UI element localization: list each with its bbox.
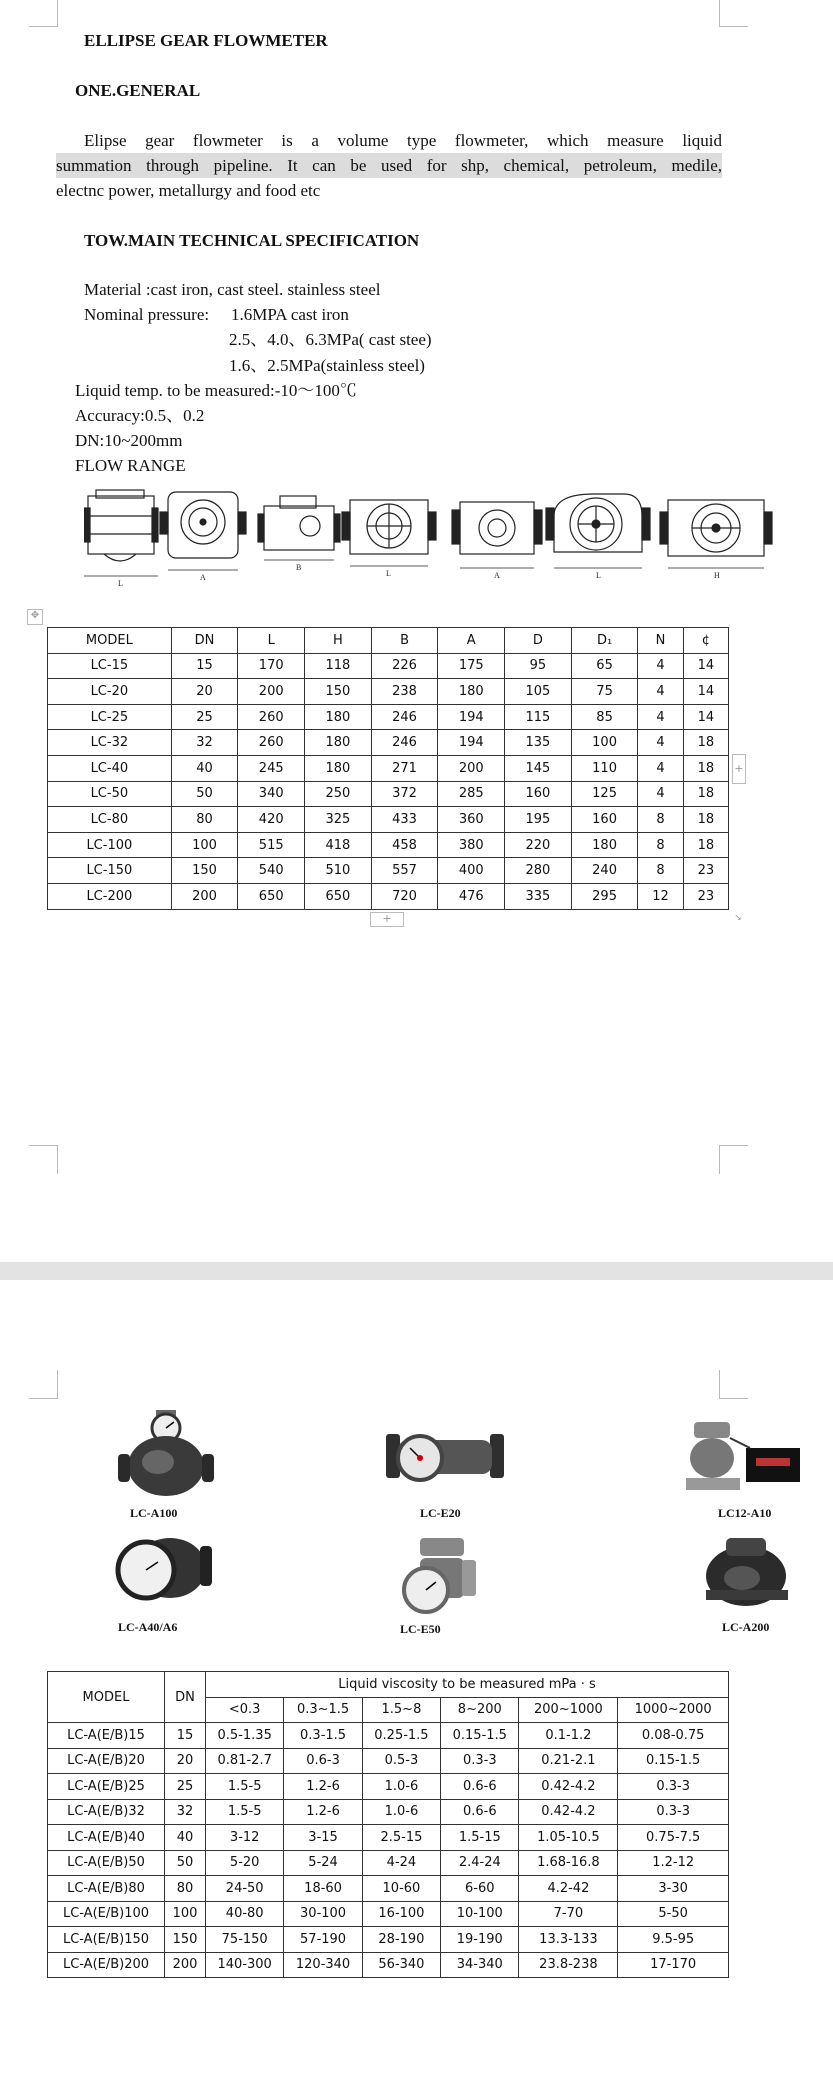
table-cell: 335 <box>505 883 572 909</box>
table-cell: 250 <box>305 781 372 807</box>
table-cell: 100 <box>171 832 238 858</box>
table-cell: 0.5-3 <box>362 1748 440 1774</box>
table-cell: 180 <box>571 832 638 858</box>
table-cell: 175 <box>438 653 505 679</box>
table-cell: 120-340 <box>284 1952 362 1978</box>
table-cell: 650 <box>238 883 305 909</box>
crop-mark <box>29 1370 58 1399</box>
table-cell: 150 <box>165 1927 206 1953</box>
table-cell: 32 <box>165 1799 206 1825</box>
table-cell: 30-100 <box>284 1901 362 1927</box>
add-column-button[interactable]: + <box>732 754 746 784</box>
table-cell: 200 <box>238 679 305 705</box>
spec-pressure-label: Nominal pressure: <box>84 305 210 324</box>
table-cell: 6-60 <box>441 1876 519 1902</box>
section-spec-heading: TOW.MAIN TECHNICAL SPECIFICATION <box>84 231 420 250</box>
table-cell: 0.15-1.5 <box>618 1748 729 1774</box>
table-cell: 4 <box>638 730 683 756</box>
table-cell: 0.6-6 <box>441 1799 519 1825</box>
table-cell: 75 <box>571 679 638 705</box>
viscosity-flow-table <box>47 1671 729 1978</box>
spec-pressure-1: 1.6MPA cast iron <box>231 305 349 324</box>
table-cell: 100 <box>571 730 638 756</box>
table-cell: LC-150 <box>48 858 172 884</box>
spec-dn: DN:10~200mm <box>75 431 183 450</box>
table-cell: LC-A(E/B)100 <box>48 1901 165 1927</box>
spec-material: Material :cast iron, cast steel. stainless steel <box>84 280 381 299</box>
dim-label-l: L <box>596 571 601 580</box>
header-dn: DN <box>165 1672 206 1723</box>
header-viscosity-range: 1.5~8 <box>362 1697 440 1723</box>
table-row <box>48 858 729 884</box>
table-cell: 8 <box>638 858 683 884</box>
table-cell: 65 <box>571 653 638 679</box>
table-cell: LC-A(E/B)20 <box>48 1748 165 1774</box>
table-header-row <box>48 628 729 654</box>
table-cell: 10-60 <box>362 1876 440 1902</box>
header-viscosity-range: <0.3 <box>206 1697 284 1723</box>
table-cell: 260 <box>238 704 305 730</box>
header-model: MODEL <box>48 1672 165 1723</box>
table-cell: 50 <box>165 1850 206 1876</box>
table-cell: 245 <box>238 755 305 781</box>
table-cell: 14 <box>683 653 728 679</box>
table-cell: 16-100 <box>362 1901 440 1927</box>
table-cell: 18 <box>683 832 728 858</box>
table-cell: 0.3-3 <box>441 1748 519 1774</box>
table-cell: 1.68-16.8 <box>519 1850 618 1876</box>
table-cell: 125 <box>571 781 638 807</box>
table-row <box>48 730 729 756</box>
table-cell: 200 <box>165 1952 206 1978</box>
table-cell: 0.3-3 <box>618 1799 729 1825</box>
table-cell: 372 <box>371 781 438 807</box>
dim-label-l: L <box>118 579 123 588</box>
table-cell: 0.6-6 <box>441 1774 519 1800</box>
table-cell: 1.2-6 <box>284 1799 362 1825</box>
table-cell: 238 <box>371 679 438 705</box>
crop-mark <box>719 0 748 27</box>
table-row <box>48 679 729 705</box>
table-cell: 57-190 <box>284 1927 362 1953</box>
table-cell: 12 <box>638 883 683 909</box>
table-row <box>48 653 729 679</box>
table-cell: 380 <box>438 832 505 858</box>
product-image-lc-a100 <box>118 1408 214 1502</box>
table-row <box>48 1952 729 1978</box>
table-cell: 2.4-24 <box>441 1850 519 1876</box>
table-cell: 194 <box>438 730 505 756</box>
table-cell: 0.3-3 <box>618 1774 729 1800</box>
table-cell: 40 <box>171 755 238 781</box>
table-cell: 56-340 <box>362 1952 440 1978</box>
table-cell: LC-32 <box>48 730 172 756</box>
spec-temperature: Liquid temp. to be measured:-10～100℃ <box>75 381 357 400</box>
table-cell: 18 <box>683 807 728 833</box>
table-cell: LC-A(E/B)200 <box>48 1952 165 1978</box>
product-label: LC-A200 <box>722 1620 770 1634</box>
table-cell: 720 <box>371 883 438 909</box>
table-cell: 1.2-12 <box>618 1850 729 1876</box>
table-cell: 80 <box>171 807 238 833</box>
table-cell: 0.3-1.5 <box>284 1723 362 1749</box>
drawing-side-view-3 <box>452 502 542 568</box>
table-cell: LC-A(E/B)32 <box>48 1799 165 1825</box>
table-cell: 0.42-4.2 <box>519 1799 618 1825</box>
table-cell: 325 <box>305 807 372 833</box>
table-row <box>48 1825 729 1851</box>
table-cell: 180 <box>438 679 505 705</box>
table-cell: 540 <box>238 858 305 884</box>
dim-label-h: H <box>714 571 720 580</box>
product-label: LC-E50 <box>400 1622 441 1636</box>
table-cell: LC-200 <box>48 883 172 909</box>
drawing-side-view-1 <box>84 490 158 576</box>
table-cell: 420 <box>238 807 305 833</box>
table-cell: 180 <box>305 755 372 781</box>
table-row <box>48 1799 729 1825</box>
table-cell: 0.08-0.75 <box>618 1723 729 1749</box>
table-cell: LC-100 <box>48 832 172 858</box>
table-cell: 15 <box>171 653 238 679</box>
product-image-lc12-a10 <box>686 1418 806 1500</box>
drawing-front-view-1 <box>160 492 246 570</box>
table-cell: 3-12 <box>206 1825 284 1851</box>
table-row <box>48 1723 729 1749</box>
header-viscosity-range: 1000~2000 <box>618 1697 729 1723</box>
table-cell: 23 <box>683 858 728 884</box>
header-viscosity-range: 0.3~1.5 <box>284 1697 362 1723</box>
table-cell: 0.25-1.5 <box>362 1723 440 1749</box>
table-cell: 180 <box>305 704 372 730</box>
product-label: LC12-A10 <box>718 1506 772 1520</box>
table-header-cell: N <box>638 628 683 654</box>
table-cell: 200 <box>171 883 238 909</box>
table-cell: 433 <box>371 807 438 833</box>
table-cell: LC-A(E/B)80 <box>48 1876 165 1902</box>
table-cell: LC-A(E/B)40 <box>48 1825 165 1851</box>
table-cell: 18 <box>683 781 728 807</box>
table-cell: 4-24 <box>362 1850 440 1876</box>
dim-label-l: L <box>386 569 391 578</box>
product-label: LC-E20 <box>420 1506 461 1520</box>
page-separator <box>0 1262 833 1280</box>
table-header-cell: ¢ <box>683 628 728 654</box>
dim-label-b: B <box>296 563 302 572</box>
table-row <box>48 1901 729 1927</box>
table-cell: 0.5-1.35 <box>206 1723 284 1749</box>
table-cell: 85 <box>571 704 638 730</box>
section-general-heading: ONE.GENERAL <box>75 81 201 100</box>
table-cell: 150 <box>171 858 238 884</box>
table-row <box>48 807 729 833</box>
table-cell: 150 <box>305 679 372 705</box>
paragraph-line-highlighted: summation through pipeline. It can be used for shp, chemical, petroleum, medile, <box>56 153 722 178</box>
table-cell: 5-50 <box>618 1901 729 1927</box>
table-cell: 418 <box>305 832 372 858</box>
product-label: LC-A100 <box>130 1506 178 1520</box>
drawing-side-view-2 <box>258 496 340 560</box>
table-cell: 226 <box>371 653 438 679</box>
header-viscosity-range: 200~1000 <box>519 1697 618 1723</box>
drawing-front-view-2 <box>342 500 436 566</box>
table-header-cell: MODEL <box>48 628 172 654</box>
table-cell: 15 <box>165 1723 206 1749</box>
table-cell: 515 <box>238 832 305 858</box>
table-cell: 458 <box>371 832 438 858</box>
table-cell: LC-15 <box>48 653 172 679</box>
table-move-handle[interactable]: ✥ <box>27 609 43 625</box>
table-cell: 20 <box>165 1748 206 1774</box>
header-viscosity-range: 8~200 <box>441 1697 519 1723</box>
table-cell: LC-A(E/B)50 <box>48 1850 165 1876</box>
table-header-cell: L <box>238 628 305 654</box>
table-cell: LC-20 <box>48 679 172 705</box>
table-row <box>48 781 729 807</box>
table-cell: 476 <box>438 883 505 909</box>
table-cell: 25 <box>171 704 238 730</box>
crop-mark <box>719 1370 748 1399</box>
table-cell: 32 <box>171 730 238 756</box>
table-cell: 135 <box>505 730 572 756</box>
table-cell: 18 <box>683 730 728 756</box>
table-cell: 1.5-5 <box>206 1774 284 1800</box>
table-cell: 145 <box>505 755 572 781</box>
table-cell: 40 <box>165 1825 206 1851</box>
table-row <box>48 755 729 781</box>
technical-drawings <box>84 486 780 592</box>
table-cell: LC-A(E/B)150 <box>48 1927 165 1953</box>
table-row <box>48 704 729 730</box>
add-row-button[interactable]: + <box>370 912 404 927</box>
table-cell: 115 <box>505 704 572 730</box>
table-cell: 28-190 <box>362 1927 440 1953</box>
table-header-cell: H <box>305 628 372 654</box>
spec-pressure-2: 2.5、4.0、6.3MPa( cast stee) <box>229 330 432 349</box>
table-header-cell: D₁ <box>571 628 638 654</box>
table-cell: 140-300 <box>206 1952 284 1978</box>
table-cell: LC-A(E/B)15 <box>48 1723 165 1749</box>
table-cell: 170 <box>238 653 305 679</box>
table-cell: 105 <box>505 679 572 705</box>
table-cell: 7-70 <box>519 1901 618 1927</box>
table-resize-handle[interactable]: ↘ <box>732 912 744 924</box>
table-cell: 40-80 <box>206 1901 284 1927</box>
product-image-lc-e50 <box>390 1534 490 1616</box>
paragraph-line: Elipse gear flowmeter is a volume type flowmeter, which measure liquid <box>84 131 722 150</box>
paragraph-line: electnc power, metallurgy and food etc <box>56 181 321 200</box>
table-cell: 285 <box>438 781 505 807</box>
table-cell: 510 <box>305 858 372 884</box>
table-cell: 220 <box>505 832 572 858</box>
table-cell: 0.1-1.2 <box>519 1723 618 1749</box>
table-cell: 118 <box>305 653 372 679</box>
table-cell: 5-20 <box>206 1850 284 1876</box>
drawing-front-view-4 <box>660 500 772 568</box>
table-cell: 34-340 <box>441 1952 519 1978</box>
table-cell: 557 <box>371 858 438 884</box>
table-header-cell: A <box>438 628 505 654</box>
table-cell: 4 <box>638 755 683 781</box>
table-cell: 4.2-42 <box>519 1876 618 1902</box>
document-title: ELLIPSE GEAR FLOWMETER <box>84 31 328 50</box>
table-cell: 0.42-4.2 <box>519 1774 618 1800</box>
table-row <box>48 1774 729 1800</box>
table-cell: 4 <box>638 781 683 807</box>
table-row <box>48 1748 729 1774</box>
product-image-lc-e20 <box>386 1420 504 1490</box>
table-cell: 1.05-10.5 <box>519 1825 618 1851</box>
table-row <box>48 883 729 909</box>
table-row <box>48 1927 729 1953</box>
table-cell: 75-150 <box>206 1927 284 1953</box>
table-cell: 4 <box>638 704 683 730</box>
table-cell: 14 <box>683 704 728 730</box>
table-cell: 360 <box>438 807 505 833</box>
crop-mark <box>29 1145 58 1174</box>
product-label: LC-A40/A6 <box>118 1620 178 1634</box>
table-cell: 14 <box>683 679 728 705</box>
table-cell: LC-A(E/B)25 <box>48 1774 165 1800</box>
table-cell: 1.0-6 <box>362 1774 440 1800</box>
table-row <box>48 1850 729 1876</box>
table-cell: 160 <box>505 781 572 807</box>
table-cell: 80 <box>165 1876 206 1902</box>
table-cell: LC-50 <box>48 781 172 807</box>
table-cell: 1.5-5 <box>206 1799 284 1825</box>
crop-mark <box>29 0 58 27</box>
table-cell: 18-60 <box>284 1876 362 1902</box>
table-cell: LC-40 <box>48 755 172 781</box>
table-cell: 17-170 <box>618 1952 729 1978</box>
drawing-front-view-3 <box>546 494 650 568</box>
table-row <box>48 1876 729 1902</box>
table-cell: 1.5-15 <box>441 1825 519 1851</box>
table-cell: 10-100 <box>441 1901 519 1927</box>
table-cell: 200 <box>438 755 505 781</box>
table-cell: 1.2-6 <box>284 1774 362 1800</box>
dim-label-a: A <box>200 573 206 582</box>
table-cell: 5-24 <box>284 1850 362 1876</box>
table-cell: 13.3-133 <box>519 1927 618 1953</box>
table-cell: 4 <box>638 679 683 705</box>
table-cell: 100 <box>165 1901 206 1927</box>
general-paragraph <box>56 128 722 203</box>
table-cell: 20 <box>171 679 238 705</box>
table-cell: 95 <box>505 653 572 679</box>
table-cell: 295 <box>571 883 638 909</box>
dim-label-a: A <box>494 571 500 580</box>
table-cell: 260 <box>238 730 305 756</box>
table-cell: 246 <box>371 730 438 756</box>
crop-mark <box>719 1145 748 1174</box>
table-cell: 25 <box>165 1774 206 1800</box>
table-cell: 194 <box>438 704 505 730</box>
table-cell: 160 <box>571 807 638 833</box>
table-cell: LC-80 <box>48 807 172 833</box>
table-cell: 650 <box>305 883 372 909</box>
table-cell: 180 <box>305 730 372 756</box>
spec-accuracy: Accuracy:0.5、0.2 <box>75 406 205 425</box>
spec-pressure-3: 1.6、2.5MPa(stainless steel) <box>229 356 425 375</box>
table-cell: 3-15 <box>284 1825 362 1851</box>
table-cell: 340 <box>238 781 305 807</box>
table-cell: 50 <box>171 781 238 807</box>
table-cell: 0.75-7.5 <box>618 1825 729 1851</box>
table-cell: 23 <box>683 883 728 909</box>
table-cell: 1.0-6 <box>362 1799 440 1825</box>
table-header-cell: DN <box>171 628 238 654</box>
table-cell: 240 <box>571 858 638 884</box>
header-viscosity-group: Liquid viscosity to be measured mPa · s <box>206 1672 729 1698</box>
table-cell: 0.6-3 <box>284 1748 362 1774</box>
table-cell: 110 <box>571 755 638 781</box>
table-cell: 18 <box>683 755 728 781</box>
table-cell: 19-190 <box>441 1927 519 1953</box>
table-header-cell: B <box>371 628 438 654</box>
table-cell: 23.8-238 <box>519 1952 618 1978</box>
product-image-lc-a40 <box>108 1532 214 1604</box>
table-cell: LC-25 <box>48 704 172 730</box>
table-cell: 280 <box>505 858 572 884</box>
table-header-row <box>48 1672 729 1698</box>
table-row <box>48 832 729 858</box>
table-cell: 3-30 <box>618 1876 729 1902</box>
table-header-cell: D <box>505 628 572 654</box>
table-cell: 195 <box>505 807 572 833</box>
table-cell: 0.15-1.5 <box>441 1723 519 1749</box>
table-cell: 271 <box>371 755 438 781</box>
table-cell: 400 <box>438 858 505 884</box>
table-cell: 8 <box>638 807 683 833</box>
table-cell: 246 <box>371 704 438 730</box>
spec-flow-range: FLOW RANGE <box>75 456 186 475</box>
table-cell: 24-50 <box>206 1876 284 1902</box>
table-cell: 9.5-95 <box>618 1927 729 1953</box>
table-cell: 0.21-2.1 <box>519 1748 618 1774</box>
table-cell: 2.5-15 <box>362 1825 440 1851</box>
table-cell: 4 <box>638 653 683 679</box>
table-cell: 8 <box>638 832 683 858</box>
dimensions-table <box>47 627 729 910</box>
table-cell: 0.81-2.7 <box>206 1748 284 1774</box>
product-image-lc-a200 <box>702 1534 792 1610</box>
